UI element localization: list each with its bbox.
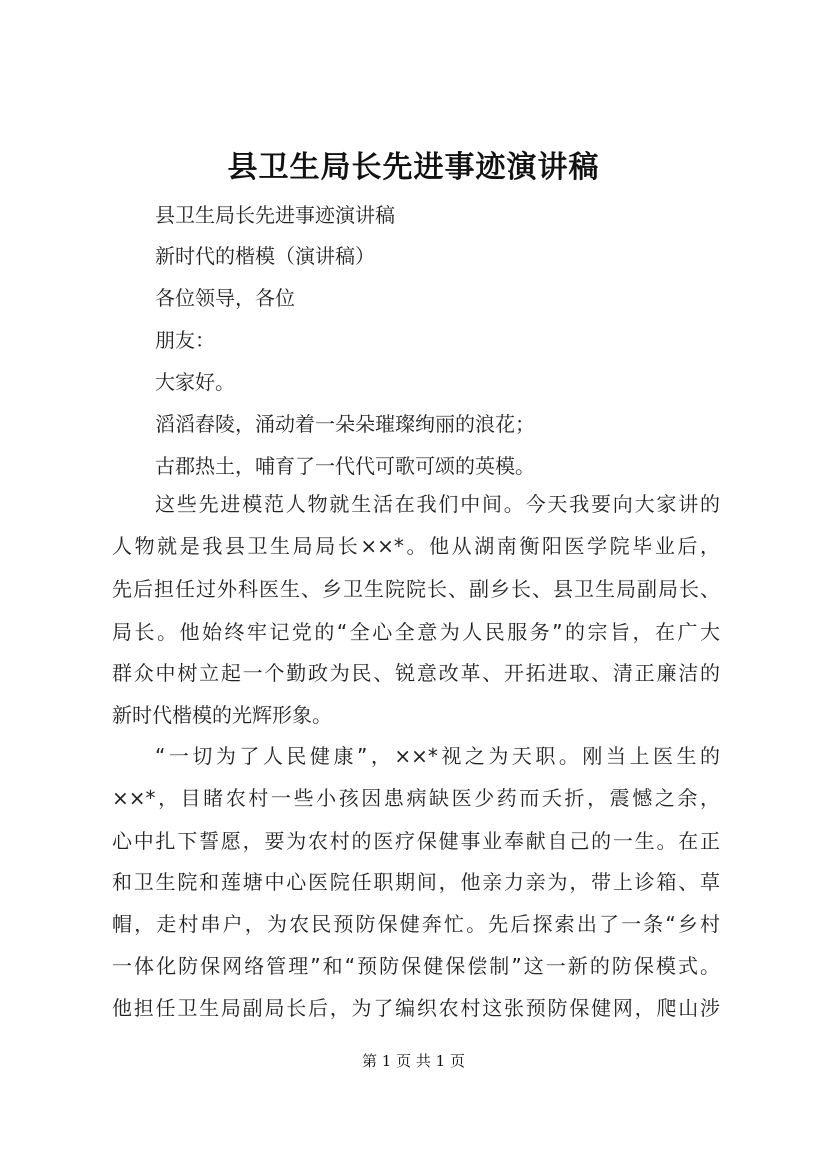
intro-line: 滔滔舂陵，涌动着一朵朵璀璨绚丽的浪花； xyxy=(155,412,535,436)
paragraph-2-line: 心中扎下誓愿，要为农村的医疗保健事业奉献自己的一生。在正 xyxy=(112,829,720,853)
intro-line: 古郡热土，哺育了一代代可歌可颂的英模。 xyxy=(155,454,535,478)
paragraph-1-line: 局长。他始终牢记党的“全心全意为人民服务”的宗旨，在广大 xyxy=(112,620,720,644)
paragraph-1-line: 人物就是我县卫生局局长××*。他从湖南衡阳医学院毕业后， xyxy=(112,534,720,558)
document-title: 县卫生局长先进事迹演讲稿 xyxy=(227,150,600,185)
page-footer: 第 1 页 共 1 页 xyxy=(362,1052,465,1070)
paragraph-1-line: 群众中树立起一个勤政为民、锐意改革、开拓进取、清正廉洁的 xyxy=(112,661,720,685)
intro-line: 新时代的楷模（演讲稿） xyxy=(155,244,375,268)
intro-line: 县卫生局长先进事迹演讲稿 xyxy=(155,203,395,227)
paragraph-1-line: 先后担任过外科医生、乡卫生院院长、副乡长、县卫生局副局长、 xyxy=(112,577,720,601)
paragraph-2-line: 和卫生院和莲塘中心医院任职期间，他亲力亲为，带上诊箱、草 xyxy=(112,870,720,894)
paragraph-1-line: 新时代楷模的光辉形象。 xyxy=(112,703,332,727)
paragraph-2-line: “一切为了人民健康”，××*视之为天职。刚当上医生的 xyxy=(155,744,720,768)
paragraph-2-line: 帽，走村串户，为农民预防保健奔忙。先后探索出了一条“乡村 xyxy=(112,912,720,936)
intro-line: 朋友： xyxy=(155,328,215,352)
intro-line: 各位领导，各位 xyxy=(155,286,295,310)
intro-line: 大家好。 xyxy=(155,370,235,394)
paragraph-1-line: 这些先进模范人物就生活在我们中间。今天我要向大家讲的 xyxy=(155,492,720,516)
paragraph-2-line: 一体化防保网络管理”和“预防保健保偿制”这一新的防保模式。 xyxy=(112,954,720,978)
paragraph-2-line: ××*，目睹农村一些小孩因患病缺医少药而夭折，震憾之余， xyxy=(112,786,720,810)
paragraph-2-line: 他担任卫生局副局长后，为了编织农村这张预防保健网，爬山涉 xyxy=(112,996,720,1020)
